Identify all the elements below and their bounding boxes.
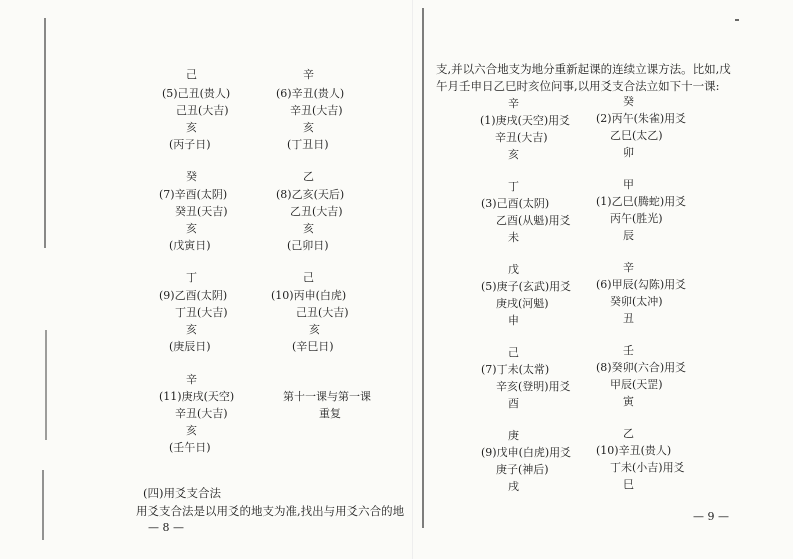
- lesson-stem: 戊: [508, 263, 519, 276]
- lesson-day: (戊寅日): [169, 239, 211, 252]
- lesson-line: (5)己丑(贵人): [162, 87, 231, 100]
- section-title: (四)用爻支合法: [143, 486, 221, 500]
- section-paragraph: 用爻支合法是以用爻的地支为准,找出与用爻六合的地: [136, 504, 405, 518]
- lesson-line: 亥: [508, 148, 519, 161]
- lesson-line: 乙酉(从魁)用爻: [496, 214, 571, 227]
- lesson-line: 辛亥(登明)用爻: [496, 380, 571, 393]
- lesson-line: 己丑(大吉): [176, 104, 229, 117]
- lesson-line: 寅: [623, 395, 634, 408]
- lesson-line: 酉: [508, 397, 519, 410]
- lesson-stem: 辛: [186, 373, 197, 386]
- lesson-line: 巳: [623, 478, 634, 491]
- repeat-note: 第十一课与第一课: [283, 390, 371, 403]
- lesson-stem: 辛: [303, 68, 314, 81]
- lesson-stem: 丁: [186, 271, 197, 284]
- lesson-line: 申: [508, 314, 519, 327]
- lesson-day: (壬午日): [169, 441, 211, 454]
- lesson-line: (9)戊申(白虎)用爻: [481, 446, 572, 459]
- lesson-stem: 己: [303, 271, 314, 284]
- lesson-line: (1)乙巳(腾蛇)用爻: [596, 195, 687, 208]
- lesson-stem: 辛: [508, 97, 519, 110]
- scan-dust-mark: [735, 19, 739, 21]
- lesson-line: 亥: [303, 222, 314, 235]
- scan-edge-mark-center: [422, 8, 424, 528]
- scan-edge-mark-left: [44, 18, 46, 248]
- lesson-line: 丁未(小吉)用爻: [610, 461, 685, 474]
- lesson-line: 庚子(神后): [496, 463, 549, 476]
- lesson-line: 亥: [303, 121, 314, 134]
- lesson-line: 亥: [186, 323, 197, 336]
- lesson-day: (丙子日): [169, 138, 211, 151]
- lesson-line: 辰: [623, 229, 634, 242]
- lesson-line: 丁丑(大吉): [175, 306, 228, 319]
- lesson-line: 乙巳(太乙): [610, 129, 663, 142]
- lesson-line: 癸丑(天吉): [175, 205, 228, 218]
- lesson-line: (10)丙申(白虎): [271, 289, 347, 302]
- lesson-line: 己丑(大吉): [296, 306, 349, 319]
- lesson-stem: 己: [508, 346, 519, 359]
- paragraph-line: 午月壬申日乙巳时亥位问事,以用爻支合法立如下十一课:: [436, 79, 720, 93]
- lesson-day: (庚辰日): [169, 340, 211, 353]
- lesson-line: (3)己酉(太阴): [481, 197, 550, 210]
- lesson-line: (10)辛丑(贵人): [596, 444, 672, 457]
- lesson-line: 丙午(胜光): [610, 212, 663, 225]
- lesson-line: (7)丁未(太常): [481, 363, 550, 376]
- lesson-line: 亥: [309, 323, 320, 336]
- lesson-line: (1)庚戌(天空)用爻: [480, 114, 571, 127]
- lesson-line: 庚戌(河魁): [496, 297, 549, 310]
- lesson-stem: 庚: [508, 429, 519, 442]
- lesson-line: 亥: [186, 121, 197, 134]
- lesson-line: 癸卯(太冲): [610, 295, 663, 308]
- lesson-line: 未: [508, 231, 519, 244]
- lesson-stem: 癸: [623, 95, 634, 108]
- repeat-note: 重复: [319, 407, 341, 420]
- lesson-stem: 乙: [623, 427, 634, 440]
- scan-edge-mark-left: [42, 470, 44, 540]
- lesson-line: 乙丑(大吉): [290, 205, 343, 218]
- lesson-day: (丁丑日): [287, 138, 329, 151]
- lesson-line: 戌: [508, 480, 519, 493]
- lesson-stem: 己: [186, 68, 197, 81]
- lesson-line: (8)乙亥(天后): [276, 188, 345, 201]
- lesson-line: 亥: [186, 424, 197, 437]
- lesson-stem: 辛: [623, 261, 634, 274]
- paragraph-line: 支,并以六合地支为地分重新起课的连续立课方法。比如,戊: [436, 62, 731, 76]
- lesson-line: 辛丑(大吉): [495, 131, 548, 144]
- lesson-line: (7)辛酉(太阴): [159, 188, 228, 201]
- lesson-line: 丑: [623, 312, 634, 325]
- lesson-line: (9)乙酉(太阴): [159, 289, 228, 302]
- lesson-line: (5)庚子(玄武)用爻: [481, 280, 572, 293]
- lesson-stem: 壬: [623, 344, 634, 357]
- lesson-stem: 甲: [623, 178, 634, 191]
- lesson-line: (6)甲辰(勾陈)用爻: [596, 278, 687, 291]
- lesson-day: (己卯日): [287, 239, 329, 252]
- scan-edge-mark-left: [45, 330, 47, 440]
- lesson-line: (8)癸卯(六合)用爻: [596, 361, 687, 374]
- lesson-stem: 丁: [508, 180, 519, 193]
- lesson-line: 辛丑(大吉): [290, 104, 343, 117]
- lesson-stem: 乙: [303, 170, 314, 183]
- lesson-line: (6)辛丑(贵人): [276, 87, 345, 100]
- lesson-line: (2)丙午(朱雀)用爻: [596, 112, 687, 125]
- page-number: — 9 —: [693, 510, 729, 523]
- lesson-stem: 癸: [186, 170, 197, 183]
- lesson-line: 辛丑(大吉): [175, 407, 228, 420]
- page-fold: [412, 0, 413, 559]
- lesson-line: (11)庚戌(天空): [159, 390, 235, 403]
- page-number: — 8 —: [148, 521, 184, 534]
- lesson-line: 甲辰(天罡): [610, 378, 663, 391]
- lesson-line: 亥: [186, 222, 197, 235]
- lesson-line: 卯: [623, 146, 634, 159]
- lesson-day: (辛巳日): [292, 340, 334, 353]
